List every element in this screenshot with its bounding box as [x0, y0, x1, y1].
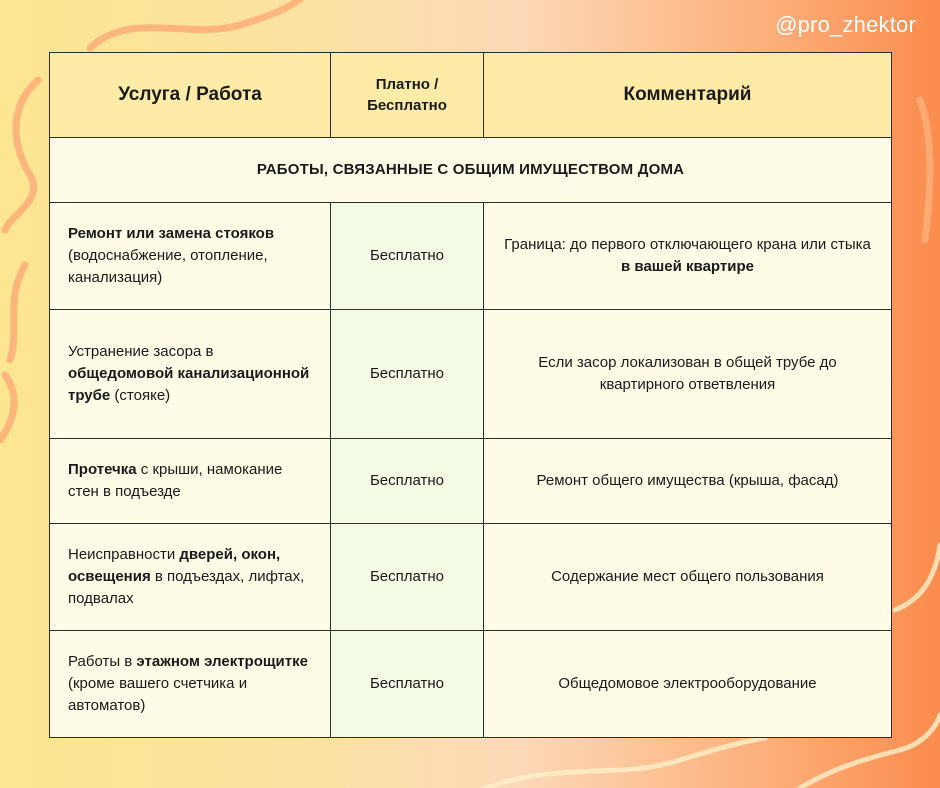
bold-text: Ремонт или замена стояков	[68, 225, 275, 242]
section-row	[50, 138, 892, 203]
text: (водоснабжение, отопление, канализация)	[68, 247, 268, 286]
bold-text: общедомовой канализационной трубе	[68, 365, 310, 404]
price-cell: Бесплатно	[331, 524, 484, 631]
text: в подъездах, лифтах, подвалах	[68, 568, 305, 607]
comment-cell	[484, 310, 892, 439]
service-cell	[50, 631, 331, 738]
services-table	[49, 52, 892, 738]
text: Устранение засора в	[68, 343, 214, 360]
table-header-row	[50, 53, 892, 138]
bold-text: дверей, окон, освещения	[68, 546, 281, 585]
text: Ремонт общего имущества (крыша, фасад)	[536, 472, 839, 489]
comment-cell	[484, 203, 892, 310]
header-paid	[331, 53, 484, 138]
text: с крыши, намокание стен в подъезде	[68, 461, 283, 500]
text: Содержание мест общего пользования	[551, 568, 824, 585]
service-cell	[50, 203, 331, 310]
header-comment: Комментарий	[484, 53, 892, 138]
header-paid-line1: Платно /	[375, 76, 439, 93]
comment-cell	[484, 631, 892, 738]
service-cell	[50, 524, 331, 631]
price-cell: Бесплатно	[331, 631, 484, 738]
bold-text: этажном электрощитке	[136, 653, 308, 670]
comment-cell	[484, 439, 892, 524]
bold-text: Протечка	[68, 461, 137, 478]
table-row	[50, 524, 892, 631]
text: Неисправности	[68, 546, 180, 563]
price-cell: Бесплатно	[331, 439, 484, 524]
table-row	[50, 631, 892, 738]
author-handle: @pro_zhektor	[775, 12, 916, 37]
text: Если засор локализован в общей трубе до квартирного ответвления	[538, 354, 837, 393]
table-row	[50, 310, 892, 439]
service-cell	[50, 310, 331, 439]
table-row	[50, 439, 892, 524]
price-cell: Бесплатно	[331, 310, 484, 439]
header-service: Услуга / Работа	[50, 53, 331, 138]
bold-text: в вашей квартире	[621, 258, 754, 275]
table-row	[50, 203, 892, 310]
text: Граница: до первого отключающего крана или стыка	[504, 236, 871, 253]
text: Работы в	[68, 653, 137, 670]
service-cell	[50, 439, 331, 524]
text: (стояке)	[110, 387, 171, 404]
section-title: РАБОТЫ, СВЯЗАННЫЕ С ОБЩИМ ИМУЩЕСТВОМ ДОМА	[50, 138, 892, 203]
text: (кроме вашего счетчика и автоматов)	[68, 675, 248, 714]
header-paid-line2: Бесплатно	[367, 97, 447, 114]
price-cell: Бесплатно	[331, 203, 484, 310]
text: Общедомовое электрооборудование	[558, 675, 817, 692]
comment-cell	[484, 524, 892, 631]
